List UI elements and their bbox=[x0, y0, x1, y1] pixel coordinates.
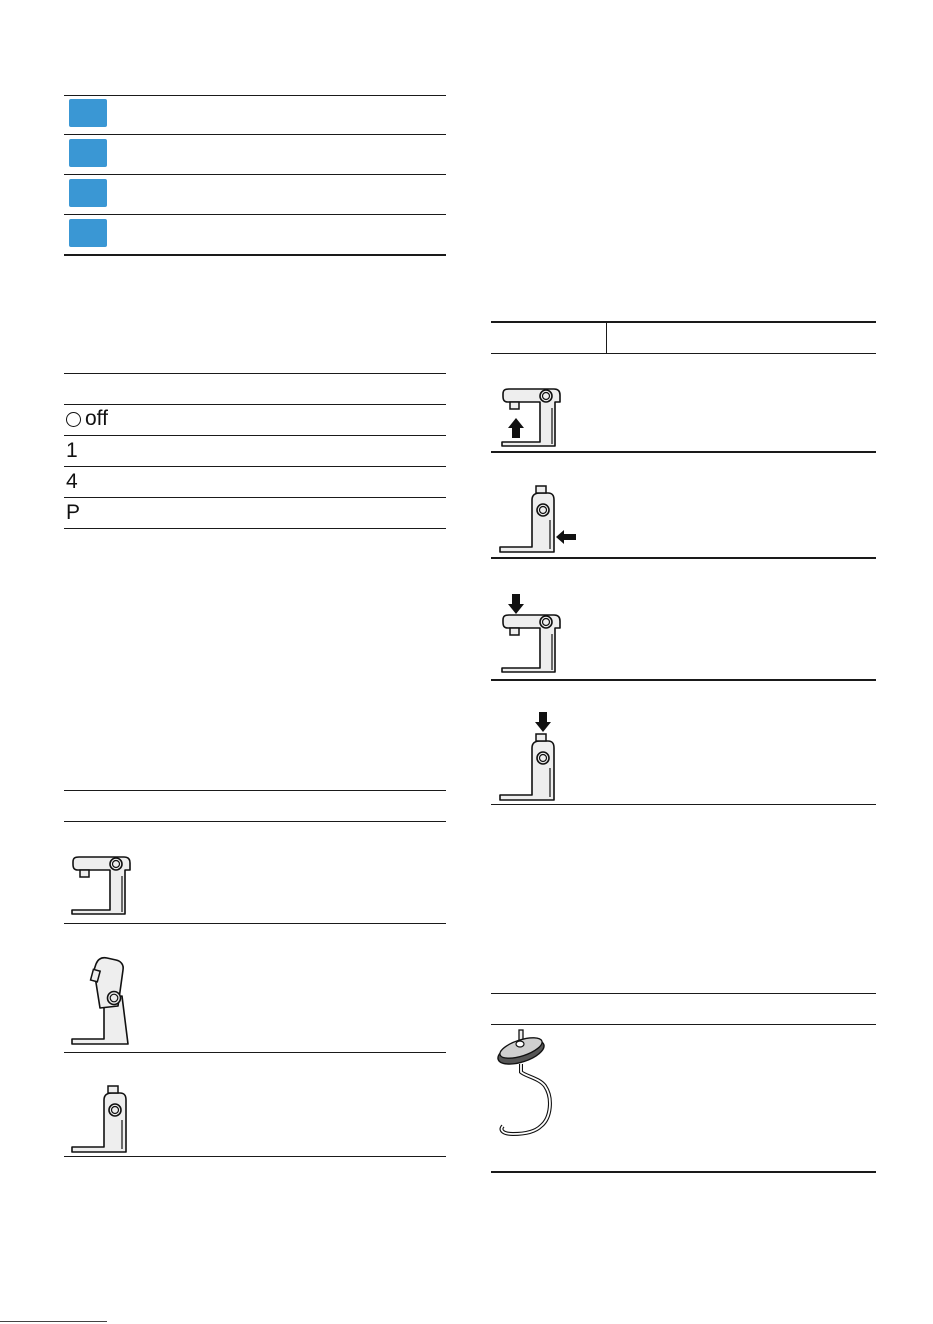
table-rule bbox=[491, 557, 876, 559]
switch-position-1: 1 bbox=[66, 439, 78, 462]
mixer-vertical-press-side-illustration bbox=[498, 492, 578, 554]
table-header-rule bbox=[491, 993, 876, 994]
table-rule bbox=[64, 134, 446, 135]
table-rule bbox=[64, 404, 446, 405]
blue-marker bbox=[69, 219, 107, 247]
table-rule bbox=[64, 435, 446, 436]
table-rule bbox=[64, 466, 446, 467]
table-rule bbox=[64, 1156, 446, 1157]
blue-marker bbox=[69, 99, 107, 127]
table-rule bbox=[491, 1024, 876, 1025]
mixer-arm-lower-illustration bbox=[500, 614, 564, 676]
mixer-arm-horizontal-illustration bbox=[70, 856, 134, 918]
blue-marker bbox=[69, 139, 107, 167]
table-rule bbox=[64, 174, 446, 175]
switch-position-4: 4 bbox=[66, 470, 78, 493]
arrow-down-icon bbox=[535, 712, 551, 732]
table-rule bbox=[64, 528, 446, 529]
switch-position-off: off bbox=[66, 407, 108, 431]
mixer-vertical-press-top-illustration bbox=[498, 740, 562, 802]
arrow-up-icon bbox=[508, 418, 524, 438]
table-rule bbox=[491, 679, 876, 681]
table-rule bbox=[64, 254, 446, 256]
kneading-hook-illustration bbox=[495, 1030, 565, 1140]
table-rule bbox=[64, 1052, 446, 1053]
table-rule bbox=[64, 821, 446, 822]
table-rule bbox=[64, 95, 446, 96]
blue-marker bbox=[69, 179, 107, 207]
table-header-rule bbox=[64, 373, 446, 374]
table-rule bbox=[491, 353, 876, 354]
arrow-left-icon bbox=[556, 530, 576, 544]
mixer-arm-raise-illustration bbox=[500, 388, 564, 450]
table-header-rule bbox=[491, 321, 876, 323]
table-rule bbox=[491, 451, 876, 453]
table-rule bbox=[491, 1171, 876, 1173]
table-header-rule bbox=[64, 790, 446, 791]
mixer-arm-vertical-illustration bbox=[70, 1092, 134, 1154]
table-rule bbox=[491, 804, 876, 805]
circle-off-icon bbox=[66, 412, 81, 427]
table-column-divider bbox=[606, 321, 607, 353]
page-footer-line bbox=[0, 1321, 107, 1322]
mixer-arm-tilted-illustration bbox=[70, 956, 134, 1048]
arrow-down-icon bbox=[508, 594, 524, 614]
switch-position-p: P bbox=[66, 501, 81, 524]
table-rule bbox=[64, 214, 446, 215]
table-rule bbox=[64, 923, 446, 924]
table-rule bbox=[64, 497, 446, 498]
